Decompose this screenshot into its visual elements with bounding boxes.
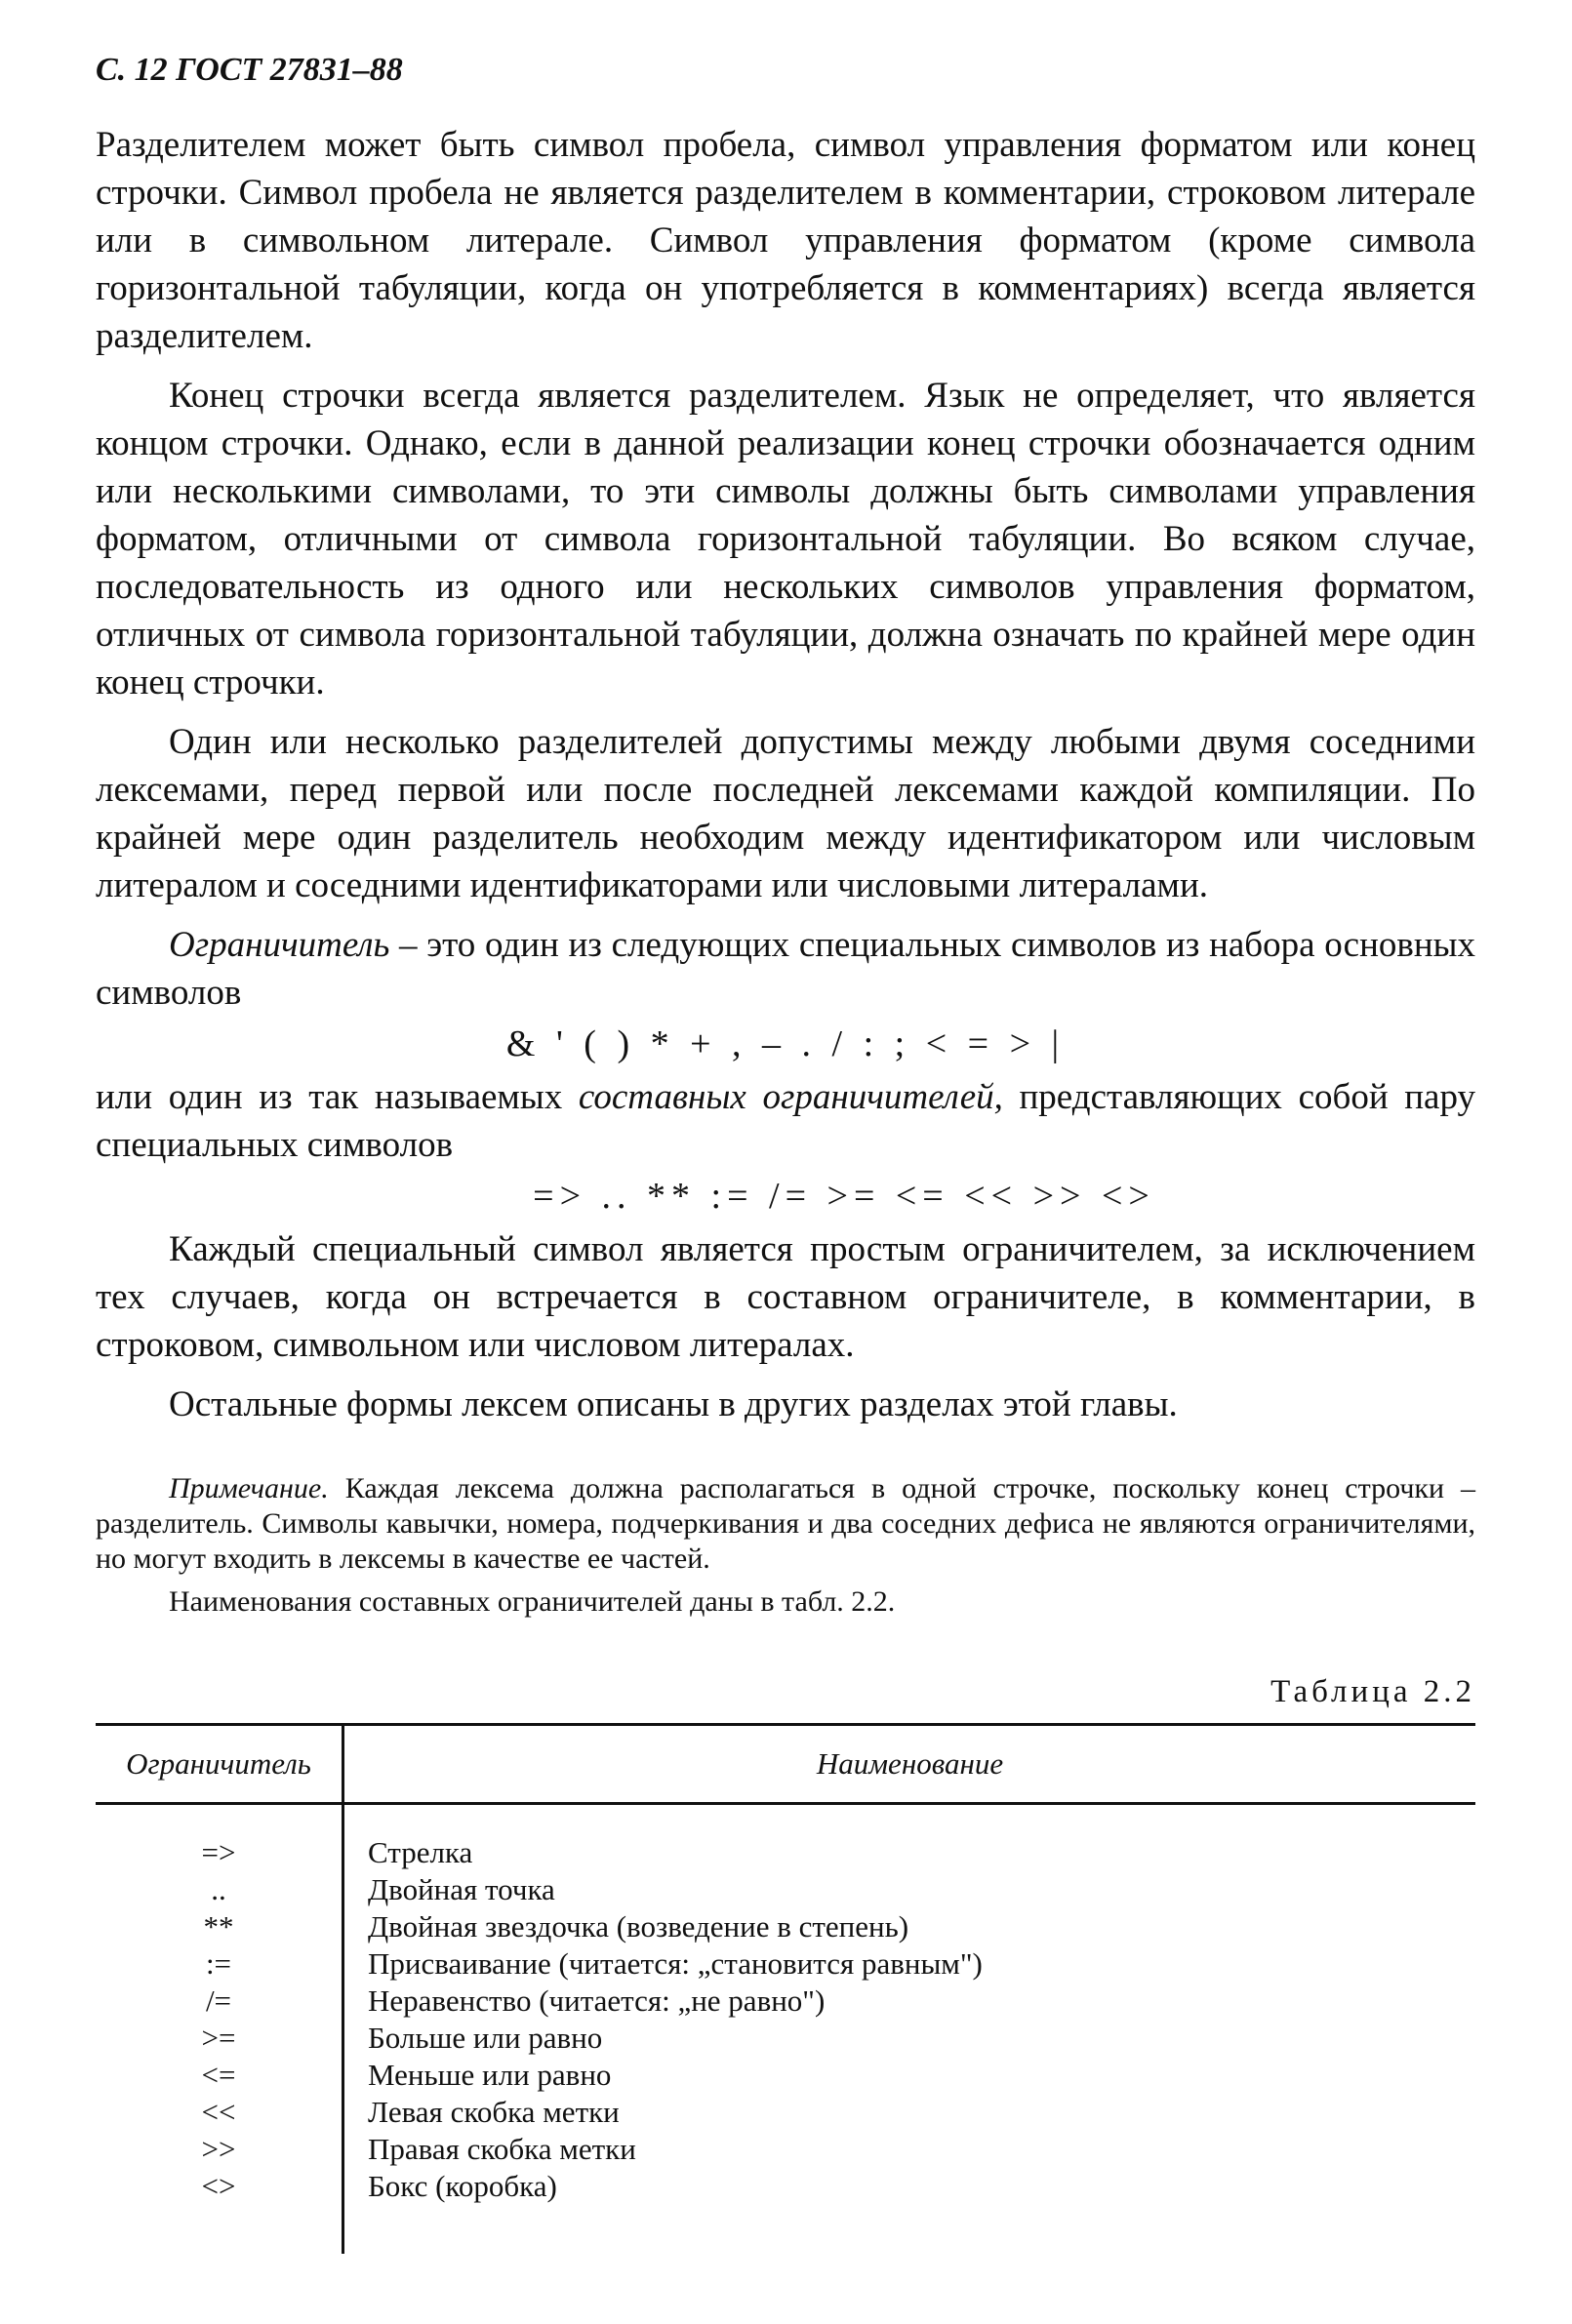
delimiter-cell: **	[96, 1908, 343, 1945]
name-cell: Двойная звездочка (возведение в степень)	[368, 1909, 909, 1943]
name-cell: Больше или равно	[368, 2021, 603, 2055]
delimiters-table	[96, 1723, 1475, 2254]
table-row	[96, 1983, 1475, 2020]
table-row	[96, 1945, 1475, 1983]
page-header: С. 12 ГОСТ 27831–88	[96, 52, 403, 88]
paragraph-separator: Разделителем может быть символ пробела, символ управления форматом или конец строчки. Символ пробела не является разделителем в комментарии, строковом литерале или в символьном литерале. Символ управления форматом (кроме символа горизонтальной табуляции, когда он употребляется в комментариях) всегда является разделителем.	[96, 125, 1475, 356]
table-row	[96, 2020, 1475, 2057]
table-header-row	[96, 1725, 1475, 1804]
delimiter-cell: <<	[96, 2094, 343, 2131]
column-header-delimiter: Ограничитель	[96, 1725, 343, 1804]
note-text: Каждая лексема должна располагаться в одной строчке, поскольку конец строчки – разделитель. Символы кавычки, номера, подчеркивания и два соседних дефиса не являются ограничителями, но могут входить в лексемы в качестве ее частей.	[96, 1472, 1475, 1575]
term-compound-delimiters: составных ограничителей,	[578, 1077, 1003, 1117]
delimiter-cell: ..	[96, 1871, 343, 1908]
table-row	[96, 2168, 1475, 2205]
name-cell: Бокс (коробка)	[368, 2169, 557, 2203]
table-row	[96, 1908, 1475, 1945]
delimiter-cell: =>	[96, 1834, 343, 1871]
document-page	[96, 49, 1475, 2254]
table-row	[96, 1834, 1475, 1871]
delimiter-cell: >>	[96, 2131, 343, 2168]
delimiter-cell: :=	[96, 1945, 343, 1983]
table-caption: Таблица 2.2	[1270, 1674, 1475, 1709]
note-table-reference: Наименования составных ограничителей даны в табл. 2.2.	[169, 1585, 896, 1618]
name-cell: Стрелка	[368, 1835, 473, 1869]
simple-delimiters-list: & ' ( ) * + , – . / : ; < = > |	[505, 1023, 1066, 1064]
note-label: Примечание.	[169, 1472, 329, 1504]
note	[96, 1471, 1475, 1577]
delimiter-cell: <>	[96, 2168, 343, 2205]
name-cell: Меньше или равно	[368, 2058, 612, 2092]
paragraph-special-symbol: Каждый специальный символ является простым ограничителем, за исключением тех случаев, когда он встречается в составном ограничителе, в комментарии, в строковом, символьном или числовом литералах.	[96, 1229, 1475, 1365]
name-cell: Правая скобка метки	[368, 2132, 636, 2166]
paragraph-compound-delimiters	[96, 1073, 1475, 1169]
name-cell: Присваивание (читается: „становится равным")	[368, 1946, 983, 1981]
delimiter-cell: /=	[96, 1983, 343, 2020]
compound-text-before: или один из так называемых	[96, 1077, 579, 1117]
compound-delimiters-list: => .. ** := /= >= <= << >> <>	[533, 1176, 1155, 1217]
delimiter-definition-text: – это один из следующих специальных символов из набора основных символов	[96, 925, 1475, 1013]
paragraph-separators-allowed: Один или несколько разделителей допустимы между любыми двумя соседними лексемами, перед первой или после последней лексемами каждой компиляции. По крайней мере один разделитель необходим между идентификатором или числовым литералом и соседними идентификаторами или числовыми литералами.	[96, 722, 1475, 905]
table-row	[96, 2057, 1475, 2094]
column-header-name: Наименование	[343, 1725, 1476, 1804]
table-row	[96, 2131, 1475, 2168]
paragraph-line-end: Конец строчки всегда является разделителем. Язык не определяет, что является концом строчки. Однако, если в данной реализации конец строчки обозначается одним или несколькими символами, то эти символы должны быть символами управления форматом, отличными от символа горизонтальной табуляции. Во всяком случае, последовательность из одного или нескольких символов управления форматом, отличных от символа горизонтальной табуляции, должна означать по крайней мере один конец строчки.	[96, 376, 1475, 702]
paragraph-other-forms: Остальные формы лексем описаны в других разделах этой главы.	[169, 1384, 1178, 1424]
name-cell: Двойная точка	[368, 1872, 555, 1906]
name-cell: Неравенство (читается: „не равно")	[368, 1983, 826, 2018]
delimiter-cell: >=	[96, 2020, 343, 2057]
delimiter-cell: <=	[96, 2057, 343, 2094]
paragraph-delimiter-definition	[96, 921, 1475, 1017]
table-row	[96, 1871, 1475, 1908]
compound-text-after: представляющих собой пару специальных символов	[96, 1077, 1475, 1165]
table-row	[96, 2094, 1475, 2131]
name-cell: Левая скобка метки	[368, 2095, 620, 2129]
term-delimiter: Ограничитель	[169, 925, 390, 965]
